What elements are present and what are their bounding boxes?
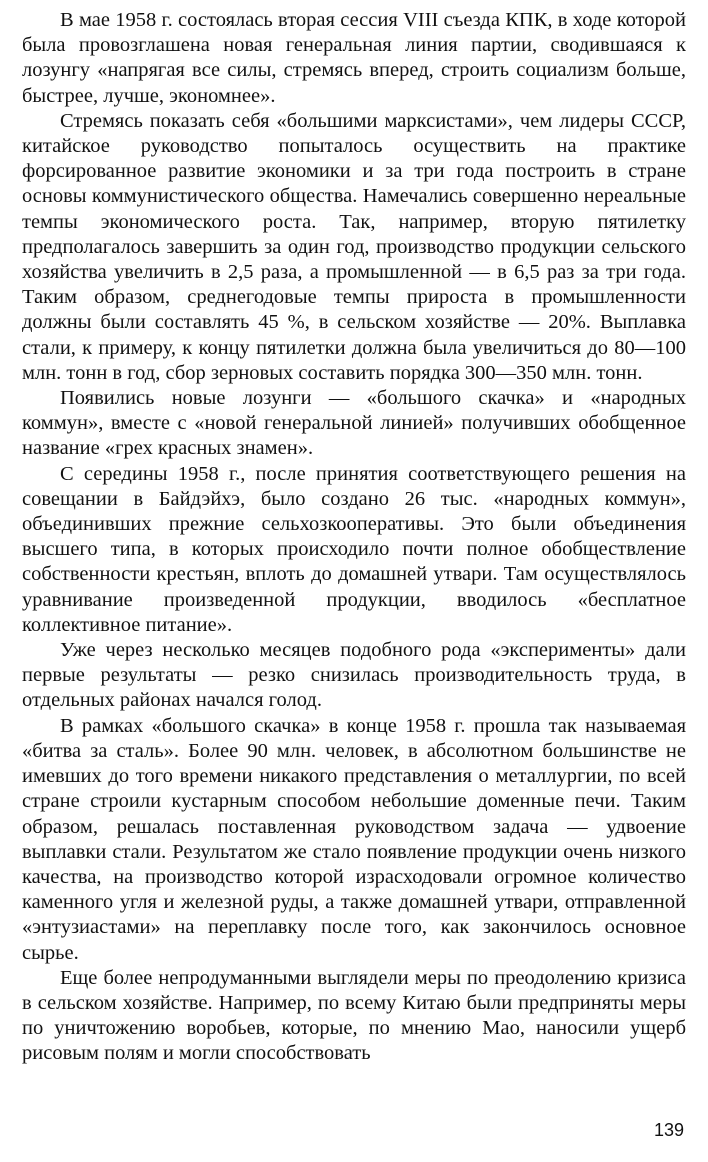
- paragraph-2: Стремясь показать себя «большими марксистами», чем лидеры СССР, китайское руководство попыталось осуществить на практике форсированное развитие экономики и за три года построить в стране основы коммунистического общества. Намечались совершенно нереальные темпы экономического роста. Так, например, вторую пятилетку предполагалось завершить за один год, производство продукции сельского хозяйства увеличить в 2,5 раза, а промышленной — в 6,5 раз за три года. Таким образом, среднегодовые темпы прироста в промышленности должны были составлять 45 %, в сельском хозяйстве — 20%. Выплавка стали, к примеру, к концу пятилетки должна была увеличиться до 80—100 млн. тонн в год, сбор зерновых составить порядка 300—350 млн. тонн.: [22, 109, 686, 384]
- paragraph-6: В рамках «большого скачка» в конце 1958 г. прошла так называемая «битва за сталь». Более 90 млн. человек, в абсолютном большинстве не имевших до того времени никакого представления о металлургии, по всей стране строили кустарным способом небольшие доменные печи. Таким образом, решалась поставленная руководством задача — удвоение выплавки стали. Результатом же стало появление продукции очень низкого качества, на производство которой израсходовали огромное количество каменного угля и железной руды, а также домашней утвари, отправленной «энтузиастами» на переплавку после того, как закончилось основное сырье.: [22, 714, 686, 964]
- paragraph-5: Уже через несколько месяцев подобного рода «эксперименты» дали первые результаты — резко снизилась производительность труда, в отдельных районах начался голод.: [22, 639, 686, 712]
- page-body: [22, 8, 686, 1067]
- paragraph-7: Еще более непродуманными выглядели меры по преодолению кризиса в сельском хозяйстве. Например, по всему Китаю были предприняты меры по уничтожению воробьев, которые, по мнению Мао, наносили ущерб рисовым полям и могли способствовать: [22, 966, 686, 1065]
- paragraph-3: Появились новые лозунги — «большого скачка» и «народных коммун», вместе с «новой генеральной линией» получивших обобщенное название «грех красных знамен».: [22, 387, 686, 460]
- paragraph-1: В мае 1958 г. состоялась вторая сессия VIII съезда КПК, в ходе которой была провозглашена новая генеральная линия партии, сводившаяся к лозунгу «напрягая все силы, стремясь вперед, строить социализм больше, быстрее, лучше, экономнее».: [22, 9, 686, 107]
- page-number: 139: [653, 1120, 684, 1140]
- paragraph-4: С середины 1958 г., после принятия соответствующего решения на совещании в Байдэйхэ, было создано 26 тыс. «народных коммун», объединивших прежние сельхозкооперативы. Это были объединения высшего типа, в которых происходило почти полное обобществление собственности крестьян, вплоть до домашней утвари. Там осуществлялось уравнивание произведенной продукции, вводилось «бесплатное коллективное питание».: [22, 462, 686, 636]
